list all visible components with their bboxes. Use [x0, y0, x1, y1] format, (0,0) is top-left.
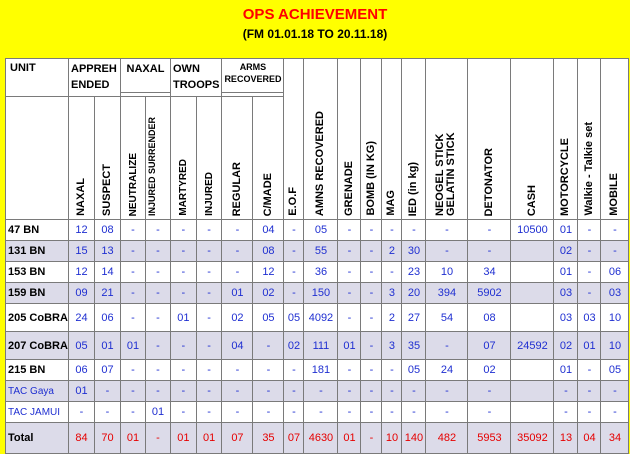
value-cell: 02 [284, 332, 304, 360]
value-cell: 2 [382, 304, 402, 332]
value-cell: - [171, 381, 197, 402]
value-cell: - [222, 241, 253, 262]
value-cell: - [253, 381, 284, 402]
value-cell: 4092 [304, 304, 338, 332]
col-mag: MAG [382, 59, 402, 220]
value-cell: - [361, 402, 382, 423]
value-cell: - [601, 241, 629, 262]
value-cell: 111 [304, 332, 338, 360]
value-cell: - [338, 304, 361, 332]
value-cell: - [284, 283, 304, 304]
table-row [6, 381, 629, 402]
value-cell: - [468, 381, 511, 402]
table-row [6, 262, 629, 283]
value-cell: 36 [304, 262, 338, 283]
date-range: (FM 01.01.18 TO 20.11.18) [242, 27, 388, 41]
value-cell: 01 [121, 332, 146, 360]
value-cell: 150 [304, 283, 338, 304]
value-cell: - [146, 360, 171, 381]
col-regular: REGULAR [222, 97, 253, 220]
value-cell: 21 [95, 283, 121, 304]
value-cell: 08 [468, 304, 511, 332]
table-row [6, 241, 629, 262]
value-cell: 05 [284, 304, 304, 332]
value-cell: 04 [253, 220, 284, 241]
value-cell: 06 [95, 304, 121, 332]
value-cell: 12 [69, 262, 95, 283]
value-cell: 24 [69, 304, 95, 332]
value-cell: 01 [171, 304, 197, 332]
value-cell: - [146, 423, 171, 454]
value-cell: 2 [382, 241, 402, 262]
value-cell: - [146, 283, 171, 304]
value-cell: 13 [95, 241, 121, 262]
value-cell: 03 [554, 304, 578, 332]
unit-cell: TAC JAMUI [6, 402, 69, 423]
value-cell: - [578, 360, 601, 381]
col-ied: IED (in kg) [402, 59, 426, 220]
value-cell: 04 [222, 332, 253, 360]
value-cell: 01 [578, 332, 601, 360]
value-cell: 03 [601, 283, 629, 304]
value-cell: 5902 [468, 283, 511, 304]
value-cell: - [578, 402, 601, 423]
value-cell: - [338, 241, 361, 262]
value-cell: 01 [554, 360, 578, 381]
col-grenade: GRENADE [338, 59, 361, 220]
col-detonator: DETONATOR [468, 59, 511, 220]
arms-recovered-group-header: ARMS RECOVERED [222, 59, 284, 93]
value-cell: 07 [95, 360, 121, 381]
value-cell: - [402, 381, 426, 402]
col-injured: INJURED [196, 97, 222, 220]
value-cell: - [338, 402, 361, 423]
value-cell: 01 [171, 423, 197, 454]
value-cell: 01 [554, 220, 578, 241]
value-cell: - [171, 220, 197, 241]
col-eof: E.O.F [284, 59, 304, 220]
value-cell: - [578, 241, 601, 262]
value-cell: - [361, 283, 382, 304]
col-martyred: MARTYRED [171, 97, 197, 220]
value-cell: 24 [426, 360, 468, 381]
value-cell: 07 [468, 332, 511, 360]
value-cell: 10500 [511, 220, 554, 241]
ops-achievement-table [5, 58, 629, 454]
value-cell: 35092 [511, 423, 554, 454]
value-cell: - [121, 402, 146, 423]
value-cell: - [196, 381, 222, 402]
value-cell: 01 [146, 402, 171, 423]
value-cell: - [171, 262, 197, 283]
value-cell: 03 [578, 304, 601, 332]
value-cell: - [554, 402, 578, 423]
value-cell: 3 [382, 283, 402, 304]
value-cell: - [171, 241, 197, 262]
unit-cell: Total [6, 423, 69, 454]
value-cell: - [338, 262, 361, 283]
col-cmade: C/MADE [253, 97, 284, 220]
value-cell: 05 [253, 304, 284, 332]
value-cell: 07 [284, 423, 304, 454]
value-cell: 07 [222, 423, 253, 454]
value-cell: - [426, 402, 468, 423]
value-cell [511, 262, 554, 283]
value-cell: 08 [95, 220, 121, 241]
value-cell: - [578, 381, 601, 402]
value-cell: 4630 [304, 423, 338, 454]
value-cell: - [468, 220, 511, 241]
col-naxal: NAXAL [69, 97, 95, 220]
value-cell: - [171, 360, 197, 381]
unit-cell: 207 CoBRA [6, 332, 69, 360]
value-cell: - [146, 332, 171, 360]
value-cell: - [361, 241, 382, 262]
col-injured-surrender: INJURED SURRENDER [146, 97, 171, 220]
value-cell: - [426, 220, 468, 241]
value-cell: 140 [402, 423, 426, 454]
value-cell: 02 [468, 360, 511, 381]
value-cell: 01 [121, 423, 146, 454]
value-cell: 23 [402, 262, 426, 283]
value-cell [511, 360, 554, 381]
value-cell: - [382, 220, 402, 241]
value-cell: 3 [382, 332, 402, 360]
value-cell: 01 [95, 332, 121, 360]
value-cell: - [121, 283, 146, 304]
value-cell: - [222, 220, 253, 241]
value-cell: 01 [338, 423, 361, 454]
value-cell: - [402, 402, 426, 423]
col-walkie-talkie: Walkie - Talkie set [578, 59, 601, 220]
value-cell: - [171, 332, 197, 360]
unit-cell: 159 BN [6, 283, 69, 304]
value-cell: 13 [554, 423, 578, 454]
value-cell [511, 381, 554, 402]
value-cell: - [222, 402, 253, 423]
value-cell: 35 [253, 423, 284, 454]
apprehended-group-header: APPREH ENDED [69, 59, 121, 97]
value-cell: 05 [402, 360, 426, 381]
value-cell: 14 [95, 262, 121, 283]
value-cell: - [284, 241, 304, 262]
value-cell: - [121, 304, 146, 332]
value-cell: - [196, 402, 222, 423]
value-cell: 5953 [468, 423, 511, 454]
value-cell: 54 [426, 304, 468, 332]
value-cell [511, 283, 554, 304]
value-cell: - [146, 381, 171, 402]
value-cell: 10 [426, 262, 468, 283]
value-cell: - [601, 402, 629, 423]
value-cell: - [338, 360, 361, 381]
col-motorcycle: MOTORCYCLE [554, 59, 578, 220]
value-cell: - [196, 241, 222, 262]
value-cell: 02 [222, 304, 253, 332]
unit-cell: 153 BN [6, 262, 69, 283]
value-cell: - [361, 360, 382, 381]
value-cell: - [361, 262, 382, 283]
value-cell: - [361, 332, 382, 360]
table-row [6, 360, 629, 381]
value-cell: - [69, 402, 95, 423]
value-cell: - [426, 241, 468, 262]
value-cell [511, 241, 554, 262]
value-cell: - [601, 381, 629, 402]
own-troops-group-header: OWN TROOPS [171, 59, 222, 97]
value-cell [511, 402, 554, 423]
value-cell: 04 [578, 423, 601, 454]
unit-cell: 47 BN [6, 220, 69, 241]
value-cell: - [426, 381, 468, 402]
value-cell: 02 [554, 332, 578, 360]
value-cell: - [222, 360, 253, 381]
value-cell: 34 [468, 262, 511, 283]
value-cell: 01 [338, 332, 361, 360]
unit-cell: 131 BN [6, 241, 69, 262]
value-cell: - [146, 262, 171, 283]
value-cell: - [146, 304, 171, 332]
value-cell: 05 [601, 360, 629, 381]
value-cell: - [338, 220, 361, 241]
value-cell: - [196, 262, 222, 283]
value-cell: - [121, 241, 146, 262]
value-cell: 06 [69, 360, 95, 381]
value-cell: 482 [426, 423, 468, 454]
value-cell: 12 [253, 262, 284, 283]
value-cell: - [146, 220, 171, 241]
table-row [6, 220, 629, 241]
value-cell: 20 [402, 283, 426, 304]
value-cell: 35 [402, 332, 426, 360]
value-cell [511, 304, 554, 332]
value-cell: - [121, 220, 146, 241]
value-cell: - [196, 304, 222, 332]
value-cell: 06 [601, 262, 629, 283]
value-cell: 181 [304, 360, 338, 381]
value-cell: - [578, 220, 601, 241]
value-cell: 27 [402, 304, 426, 332]
value-cell: - [468, 402, 511, 423]
value-cell: 24592 [511, 332, 554, 360]
value-cell: - [554, 381, 578, 402]
value-cell: 05 [304, 220, 338, 241]
value-cell: - [253, 402, 284, 423]
table-row [6, 402, 629, 423]
value-cell: 10 [601, 332, 629, 360]
value-cell: - [578, 262, 601, 283]
col-bomb: BOMB (IN KG) [361, 59, 382, 220]
value-cell: - [222, 381, 253, 402]
value-cell: 01 [196, 423, 222, 454]
value-cell: 02 [554, 241, 578, 262]
value-cell: - [284, 381, 304, 402]
value-cell: 84 [69, 423, 95, 454]
value-cell: 10 [601, 304, 629, 332]
value-cell: - [284, 360, 304, 381]
value-cell: - [284, 262, 304, 283]
value-cell: 02 [253, 283, 284, 304]
value-cell: - [171, 402, 197, 423]
col-suspect: SUSPECT [95, 97, 121, 220]
value-cell: 15 [69, 241, 95, 262]
value-cell: 08 [253, 241, 284, 262]
value-cell: - [284, 402, 304, 423]
value-cell: - [382, 381, 402, 402]
value-cell: - [361, 381, 382, 402]
value-cell: 34 [601, 423, 629, 454]
value-cell: - [253, 360, 284, 381]
value-cell: - [253, 332, 284, 360]
page-title: OPS ACHIEVEMENT [242, 6, 388, 23]
col-neogel-stick: NEOGEL STICK GELATIN STICK [426, 59, 468, 220]
naxal-group-header: NAXAL [121, 59, 171, 93]
col-cash: CASH [511, 59, 554, 220]
value-cell: 394 [426, 283, 468, 304]
value-cell: - [338, 283, 361, 304]
unit-cell: 205 CoBRA [6, 304, 69, 332]
col-mobile: MOBILE [601, 59, 629, 220]
value-cell: 01 [554, 262, 578, 283]
value-cell: - [361, 304, 382, 332]
total-row [6, 423, 629, 454]
value-cell: - [382, 402, 402, 423]
table-row [6, 283, 629, 304]
value-cell: - [95, 402, 121, 423]
value-cell: - [95, 381, 121, 402]
value-cell: - [304, 402, 338, 423]
value-cell: - [196, 283, 222, 304]
value-cell: 55 [304, 241, 338, 262]
value-cell: - [222, 262, 253, 283]
value-cell: 05 [69, 332, 95, 360]
table-row [6, 332, 629, 360]
value-cell: - [121, 262, 146, 283]
value-cell: - [196, 332, 222, 360]
value-cell: - [338, 381, 361, 402]
value-cell: 12 [69, 220, 95, 241]
value-cell: - [402, 220, 426, 241]
value-cell: - [284, 220, 304, 241]
col-neutralize: NEUTRALIZE [121, 97, 146, 220]
value-cell: - [361, 220, 382, 241]
value-cell: 01 [69, 381, 95, 402]
table-row [6, 304, 629, 332]
value-cell: - [468, 241, 511, 262]
value-cell: - [196, 360, 222, 381]
value-cell: 10 [382, 423, 402, 454]
value-cell: - [426, 332, 468, 360]
value-cell: - [382, 262, 402, 283]
value-cell: - [121, 381, 146, 402]
col-amns-recovered: AMNS RECOVERED [304, 59, 338, 220]
value-cell: - [304, 381, 338, 402]
value-cell: - [196, 220, 222, 241]
unit-cell: TAC Gaya [6, 381, 69, 402]
value-cell: - [361, 423, 382, 454]
value-cell: 03 [554, 283, 578, 304]
value-cell: - [121, 360, 146, 381]
value-cell: - [578, 283, 601, 304]
unit-header: UNIT [6, 59, 69, 97]
value-cell: 30 [402, 241, 426, 262]
value-cell: - [146, 241, 171, 262]
value-cell: 70 [95, 423, 121, 454]
value-cell: - [601, 220, 629, 241]
unit-cell: 215 BN [6, 360, 69, 381]
value-cell: - [171, 283, 197, 304]
value-cell: - [382, 360, 402, 381]
value-cell: 01 [222, 283, 253, 304]
value-cell: 09 [69, 283, 95, 304]
